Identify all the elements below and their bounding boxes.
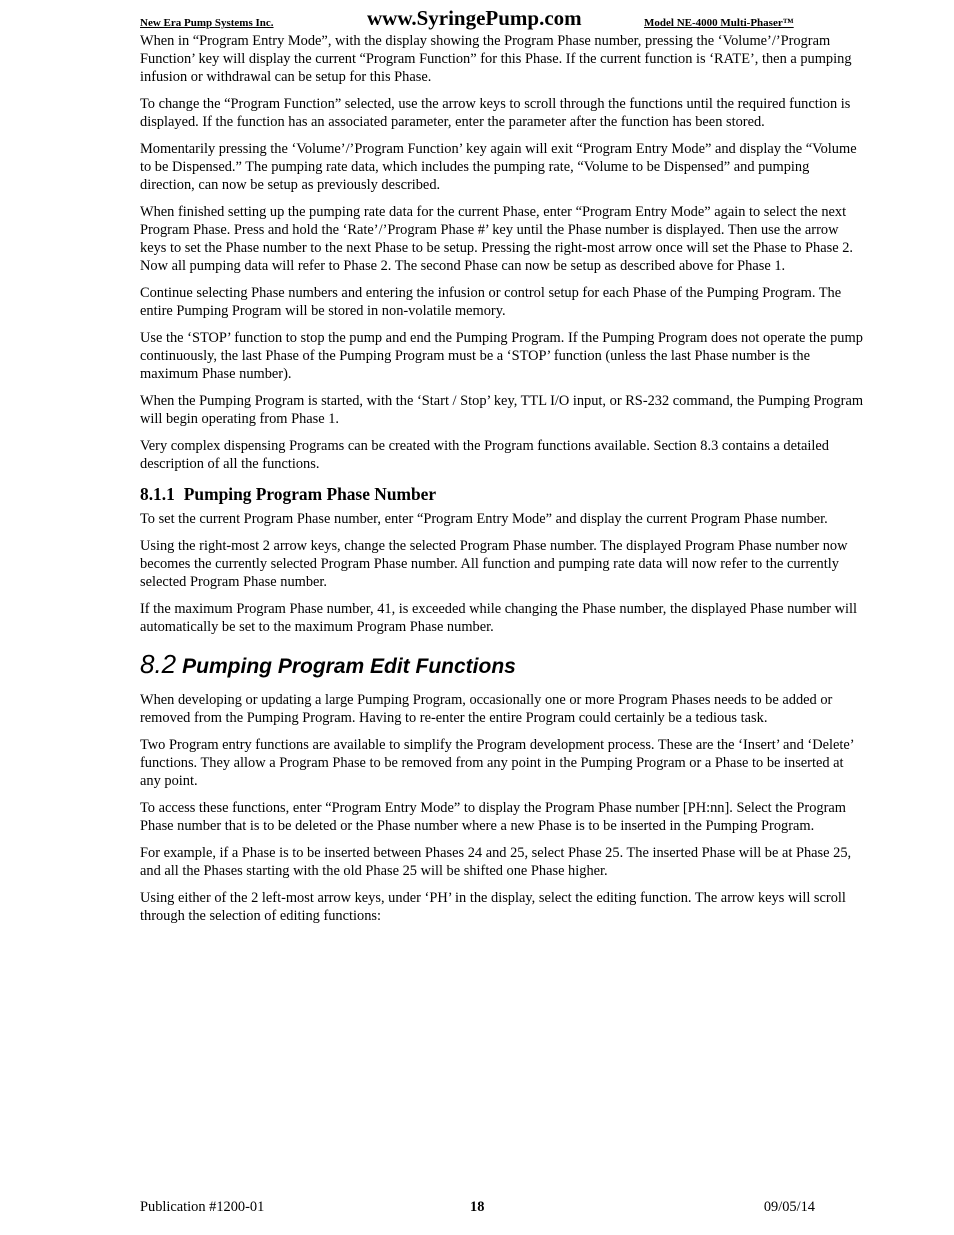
section-number: 8.2 xyxy=(140,649,177,679)
page-header xyxy=(140,6,815,34)
paragraph: When developing or updating a large Pumping Program, occasionally one or more Program Phases needs to be added or removed from the Pumping Program. Having to re-enter the entire Program could certainly be a tedious task. xyxy=(140,692,833,726)
paragraph: Using the right-most 2 arrow keys, change the selected Program Phase number. The displayed Program Phase number now becomes the currently selected Program Phase number. All function and pumping rate data will now refer to the currently selected Program Phase number. xyxy=(140,538,848,590)
page-footer xyxy=(140,1199,815,1219)
paragraph: When in “Program Entry Mode”, with the display showing the Program Phase number, pressing the ‘Volume’/’Program Function’ key will display the current “Program Function” for this Phase. If the current function is ‘RATE’, then a pumping infusion or withdrawal can be setup for this Phase. xyxy=(140,33,852,85)
paragraph: If the maximum Program Phase number, 41, is exceeded while changing the Phase number, the displayed Phase number will automatically be set to the maximum Program Phase number. xyxy=(140,601,858,635)
paragraph: When finished setting up the pumping rate data for the current Phase, enter “Program Entry Mode” again to select the next Program Phase. Press and hold the ‘Rate’/’Program Phase #’ key until the Phase number is displayed. Then use the arrow keys to set the Phase number to the next Phase to be setup. Pressing the right-most arrow once will set the Phase to Phase 2. Now all pumping data will refer to Phase 2. The second Phase can now be setup as described above for Phase 1. xyxy=(140,204,854,274)
paragraph: Momentarily pressing the ‘Volume’/’Program Function’ key again will exit “Program Entry Mode” and display the “Volume to be Dispensed.” The pumping rate data, which includes the pumping rate, “Volume to be Dispensed” and pumping direction, can now be setup as previously described. xyxy=(140,141,857,193)
section-heading-8-1-1 xyxy=(140,483,865,505)
paragraph: Use the ‘STOP’ function to stop the pump and end the Pumping Program. If the Pumping Program does not operate the pump continuously, the last Phase of the Pumping Program must be a ‘STOP’ function (unless the last Phase number is the maximum Phase number). xyxy=(140,330,863,382)
paragraph: Very complex dispensing Programs can be created with the Program functions available. Section 8.3 contains a detailed description of all the functions. xyxy=(140,438,829,472)
paragraph: To set the current Program Phase number, enter “Program Entry Mode” and display the current Program Phase number. xyxy=(140,511,828,527)
section-title: Pumping Program Edit Functions xyxy=(182,655,516,678)
publication-date: 09/05/14 xyxy=(763,1199,815,1215)
section-number: 8.1.1 xyxy=(140,484,175,504)
paragraph: Two Program entry functions are available to simplify the Program development process. These are the ‘Insert’ and ‘Delete’ functions. They allow a Program Phase to be removed from any point in the Pumping Program or a Phase to be inserted at any point. xyxy=(140,737,854,789)
paragraph: For example, if a Phase is to be inserted between Phases 24 and 25, select Phase 25. The inserted Phase will be at Phase 25, and all the Phases starting with the old Phase 25 will be shifted one Phase higher. xyxy=(140,845,852,879)
paragraph: Continue selecting Phase numbers and entering the infusion or control setup for each Phase of the Pumping Program. The entire Pumping Program will be stored in non-volatile memory. xyxy=(140,285,842,319)
website-title: www.SyringePump.com xyxy=(367,6,582,30)
section-title: Pumping Program Phase Number xyxy=(183,484,437,504)
paragraph: When the Pumping Program is started, with the ‘Start / Stop’ key, TTL I/O input, or RS-232 command, the Pumping Program will begin operating from Phase 1. xyxy=(140,393,864,427)
document-body xyxy=(140,32,865,934)
paragraph: To change the “Program Function” selected, use the arrow keys to scroll through the functions until the required function is displayed. If the function has an associated parameter, enter the parameter after the function has been stored. xyxy=(140,96,851,130)
model-name: Model NE-4000 Multi-Phaser™ xyxy=(644,17,794,29)
paragraph: To access these functions, enter “Program Entry Mode” to display the Program Phase number [PH:nn]. Select the Program Phase number that is to be deleted or the Phase number where a new Phase is to be inserted in the Pumping Program. xyxy=(140,800,846,834)
page-number: 18 xyxy=(470,1199,485,1215)
section-heading-8-2 xyxy=(140,650,865,681)
paragraph: Using either of the 2 left-most arrow keys, under ‘PH’ in the display, select the editing function. The arrow keys will scroll through the selection of editing functions: xyxy=(140,890,846,924)
company-name: New Era Pump Systems Inc. xyxy=(140,17,274,29)
publication-number: Publication #1200-01 xyxy=(140,1199,265,1215)
